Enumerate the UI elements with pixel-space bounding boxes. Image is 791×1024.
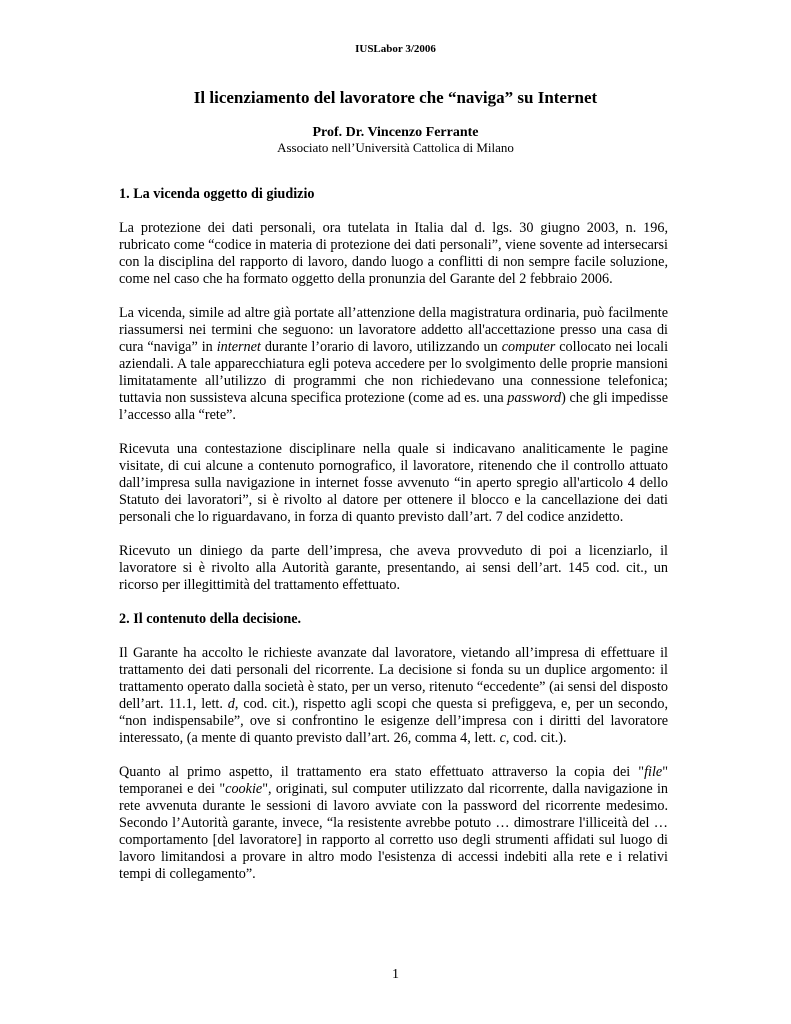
article-body bbox=[119, 186, 668, 900]
italic-term: c bbox=[499, 730, 506, 746]
italic-term: file bbox=[644, 764, 663, 780]
page-number: 1 bbox=[392, 967, 399, 982]
paragraph: Ricevuto un diniego da parte dell’impresa, che aveva provveduto di poi a licenziarlo, il lavoratore si è rivolto alla Autorità garante, presentando, ai sensi dell’art. 145 cod. cit., un ricorso per illegittimità del trattamento effettuato. bbox=[119, 543, 668, 593]
text-span: ) che gli impedisse l’accesso alla “rete”. bbox=[119, 390, 668, 423]
text-span: Il Garante ha accolto le richieste avanzate dal lavoratore, vietando all’impresa di effettuare il trattamento dei dati personali del ricorrente. La decisione si fonda su un duplice argomento: il trattamento operato dalla società è stato, per un verso, ritenuto “eccedente” (ai sensi del disposto dell’art. 11.1, lett. bbox=[119, 645, 668, 712]
italic-term: computer bbox=[501, 339, 556, 355]
running-head: IUSLabor 3/2006 bbox=[355, 43, 436, 55]
italic-term: password bbox=[507, 390, 562, 406]
text-span: , cod. cit.). bbox=[505, 730, 567, 746]
paragraph: Ricevuta una contestazione disciplinare nella quale si indicavano analiticamente le pagine visitate, di cui alcune a contenuto pornografico, il lavoratore, ritenendo che il controllo attuato dall’impresa sulla navigazione in internet fosse avvenuto “in aperto spregio all'articolo 4 dello Statuto dei lavoratori”, si è rivolto al datore per ottenere il blocco e la cancellazione dei dati personali che lo riguardavano, in forza di quanto previsto dall’art. 7 del codice anzidetto. bbox=[119, 441, 668, 525]
section-heading-1: 1. La vicenda oggetto di giudizio bbox=[119, 186, 315, 202]
text-span: , cod. cit.), rispetto agli scopi che questa si prefiggeva, e, per un secondo, “non indispensabile”, ove si confrontino le esigenze dell’impresa con i diritti del lavoratore interessato, (a mente di quanto previsto dall’art. 26, comma 4, lett. bbox=[119, 696, 669, 746]
text-span: ", originati, sul computer utilizzato dal ricorrente, dalla navigazione in rete avvenuta durante le sessioni di lavoro avviate con la password del ricorrente medesimo. Secondo l’Autorità garante, invece, “la resistente avrebbe potuto … dimostrare l'illiceità del … comportamento [del lavoratore] in rapporto al corretto uso degli strumenti affidati sul luogo di lavoro limitandosi a provare in altro modo l'esistenza di accessi indebiti alla rete e i relativi tempi di collegamento”. bbox=[119, 781, 668, 882]
section-heading-2: 2. Il contenuto della decisione. bbox=[119, 611, 302, 627]
paragraph: La protezione dei dati personali, ora tutelata in Italia dal d. lgs. 30 giugno 2003, n. 196, rubricato come “codice in materia di protezione dei dati personali”, viene sovente ad intersecarsi con la disciplina del rapporto di lavoro, dando luogo a conflitti di non sempre facile soluzione, come nel caso che ha formato oggetto della pronunzia del Garante del 2 febbraio 2006. bbox=[119, 220, 668, 287]
paragraph bbox=[119, 764, 668, 883]
italic-term: cookie bbox=[225, 781, 263, 797]
author-affiliation: Associato nell’Università Cattolica di Milano bbox=[277, 140, 514, 155]
paragraph bbox=[119, 645, 668, 747]
italic-term: d bbox=[227, 696, 235, 712]
text-span: " temporanei e dei " bbox=[119, 764, 668, 797]
text-span: Quanto al primo aspetto, il trattamento era stato effettuato attraverso la copia dei " bbox=[119, 764, 645, 780]
text-span: La vicenda, simile ad altre già portate all’attenzione della magistratura ordinaria, può facilmente riassumersi nei termini che seguono: un lavoratore addetto all'accettazione presso una casa di cura “naviga” in bbox=[119, 305, 668, 355]
article-title: Il licenziamento del lavoratore che “naviga” su Internet bbox=[193, 88, 598, 107]
text-span: collocato nei locali aziendali. A tale apparecchiatura egli poteva accedere per lo svolgimento delle proprie mansioni limitatamente all’utilizzo di programmi che non richiedevano una connessione telefonica; tuttavia non sussisteva alcuna specifica protezione (come ad es. una bbox=[119, 339, 669, 406]
paragraph bbox=[119, 305, 668, 424]
text-span: durante l’orario di lavoro, utilizzando un bbox=[260, 339, 502, 355]
italic-term: internet bbox=[216, 339, 261, 355]
author-name: Prof. Dr. Vincenzo Ferrante bbox=[312, 125, 479, 140]
